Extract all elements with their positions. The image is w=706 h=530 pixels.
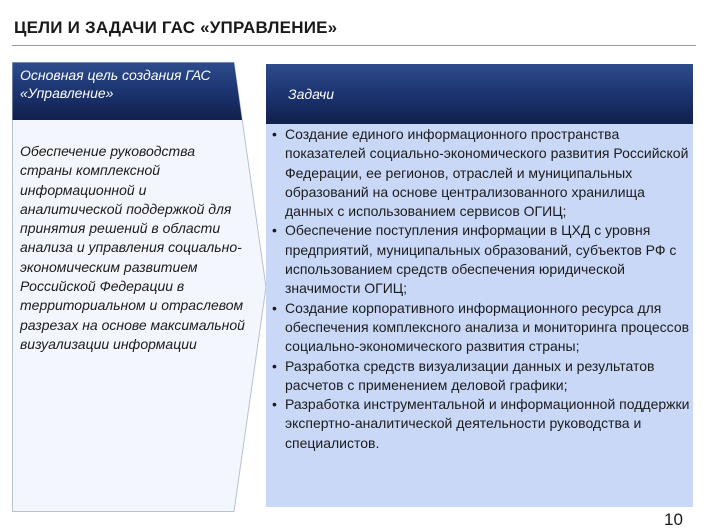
list-item: [270, 395, 690, 453]
bullet-icon: •: [272, 396, 277, 413]
task-text: Создание корпоративного информационного ресурса для обеспечения комплексного анализа и мониторинга процессов социально-экономического развития страны;: [285, 299, 690, 355]
tasks-heading: Задачи: [288, 86, 334, 102]
list-item: [270, 125, 690, 221]
task-text: Разработка инструментальной и информационной поддержки экспертно-аналитической деятельности руководства и специалистов.: [285, 396, 690, 451]
tasks-header: [266, 64, 693, 124]
bullet-icon: •: [272, 357, 277, 374]
goal-heading: Основная цель создания ГАС «Управление»: [20, 67, 211, 101]
bullet-icon: •: [272, 222, 277, 239]
bullet-icon: •: [272, 299, 277, 316]
tasks-panel: [266, 64, 693, 507]
task-text: Разработка средств визуализации данных и результатов расчетов с применением деловой графики;: [285, 357, 655, 393]
page-number: 10: [664, 510, 683, 529]
task-text: Обеспечение поступления информации в ЦХД с уровня предприятий, муниципальных образований, субъектов РФ с использованием средств обеспечения юридической значимости ОГИЦ;: [285, 222, 677, 297]
task-list: [270, 125, 690, 453]
goal-panel: [12, 62, 280, 512]
list-item: [270, 299, 690, 357]
list-item: [270, 221, 690, 298]
title-divider: [12, 45, 696, 46]
list-item: [270, 357, 690, 396]
slide-title: ЦЕЛИ И ЗАДАЧИ ГАС «УПРАВЛЕНИЕ»: [14, 18, 338, 37]
bullet-icon: •: [272, 126, 277, 142]
goal-text: Обеспечение руководства страны комплексной информационной и аналитической поддержкой для принятия решений в области анализа и управления социально-экономическим развитием Российской Федерации в территориальном и отраслевом разрезах на основе максимальной визуализации информации: [20, 143, 245, 352]
task-text: Создание единого информационного пространства показателей социально-экономического развития Российской Федерации, ее регионов, отраслей и муниципальных образований на основе централизованного хранилища данных с использованием сервисов ОГИЦ;: [285, 126, 689, 220]
